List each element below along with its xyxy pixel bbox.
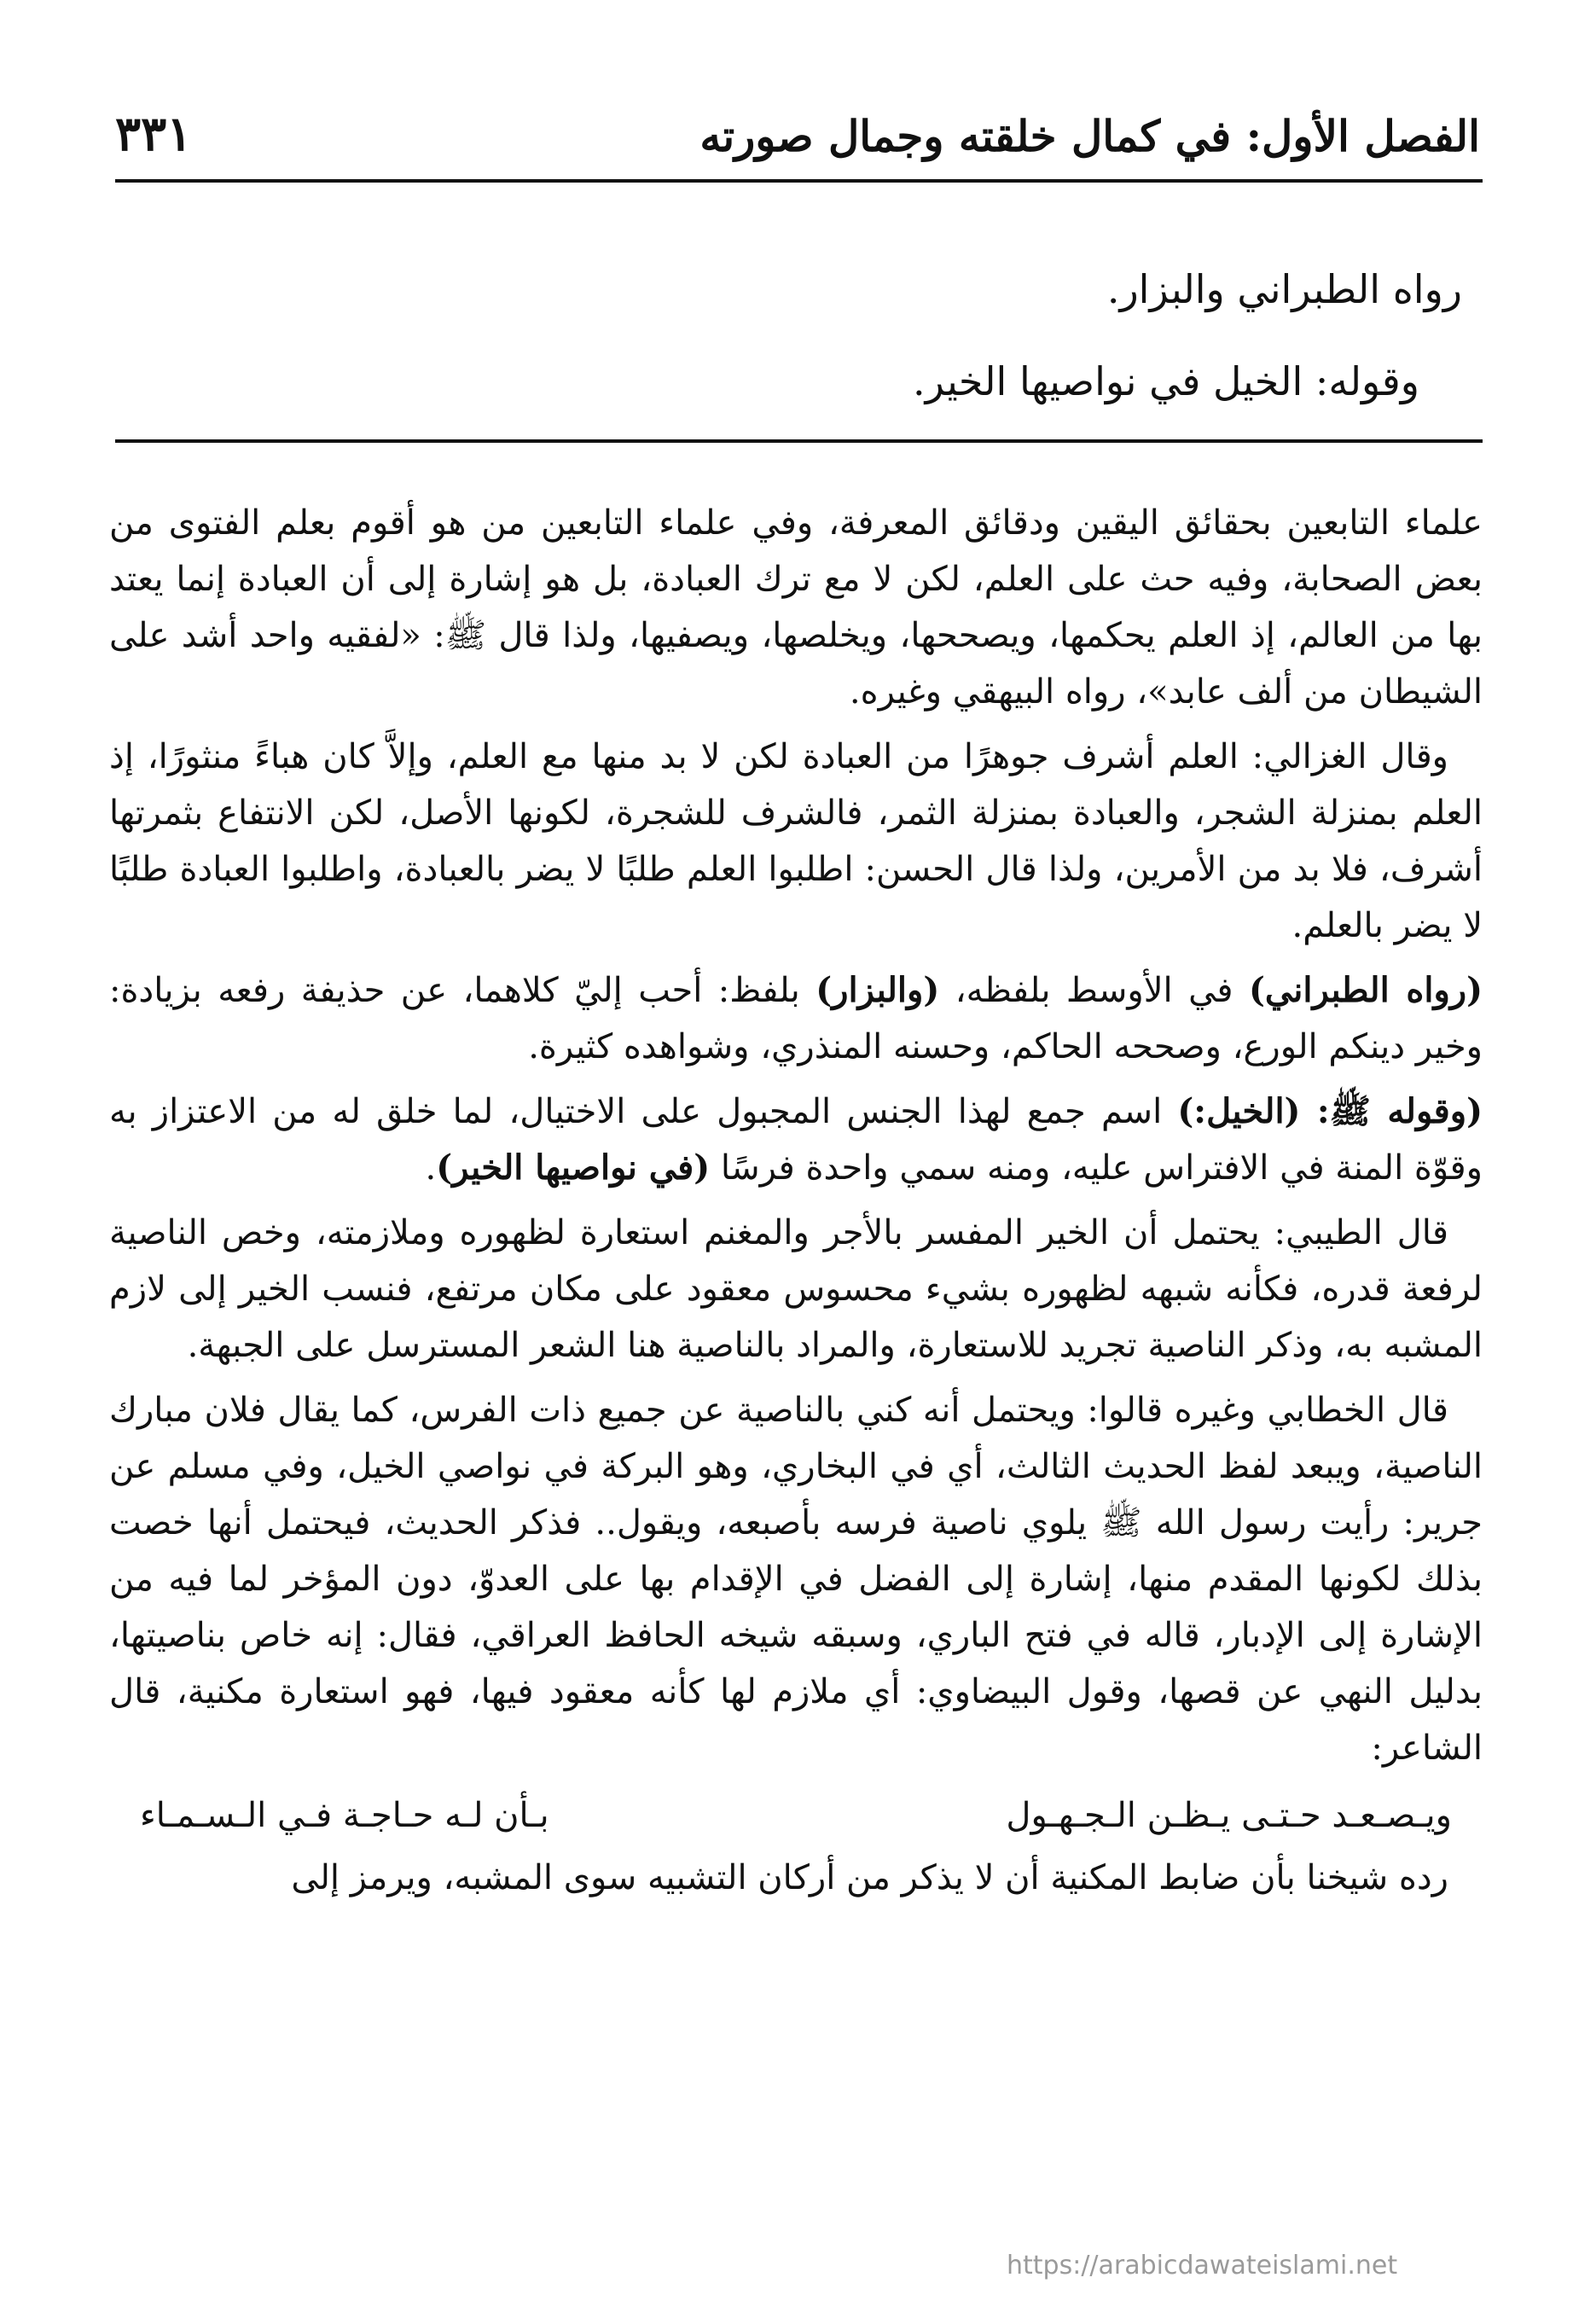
commentary-divider — [115, 439, 1483, 443]
commentary-paragraph: وقال الغزالي: العلم أشرف جوهرًا من العبادة لكن لا بد منها مع العلم، وإلاَّ كان هباءً منثورًا، إذ العلم بمنزلة الشجر، والعبادة بمنزلة الثمر، فالشرف للشجرة، لكونها الأصل، لكن الانتفاع بثمرتها أشرف، فلا بد من الأمرين، ولذا قال الحسن: اطلبوا العلم طلبًا لا يضر بالعبادة، واطلبوا العبادة طلبًا لا يضر بالعلم. — [109, 737, 1483, 945]
page-number: ٣٣١ — [115, 106, 193, 162]
poem-hemistich-right: ويـصـعـد حـتـى يـظـن الـجـهـول — [1006, 1796, 1452, 1835]
quoted-phrase: (وقوله ﷺ: (الخيل:) — [1177, 1091, 1483, 1131]
watermark-url: https://arabicdawateislami.net — [1007, 2251, 1398, 2280]
commentary-paragraph: قال الخطابي وغيره قالوا: ويحتمل أنه كني بالناصية عن جميع ذات الفرس، كما يقال فلان مبارك الناصية، ويبعد لفظ الحديث الثالث، أي في البخاري، وهو البركة في نواصي الخيل، وفي مسلم عن جرير: رأيت رسول الله ﷺ يلوي ناصية فرسه بأصبعه، ويقول.. فذكر الحديث، فيحتمل أنها خصت بذلك لكونها المقدم منها، إشارة إلى الفضل في الإقدام بها على العدوّ، دون المؤخر لما فيه من الإشارة إلى الإدبار، قاله في فتح الباري، وسبقه شيخه الحافظ العراقي، فقال: إنه خاص بناصيتها، بدليل النهي عن قصها، وقول البيضاوي: أي ملازم لها كأنه معقود فيها، فهو استعارة مكنية، قال الشاعر: — [109, 1391, 1483, 1768]
header-divider — [115, 179, 1483, 183]
main-text — [191, 243, 1462, 427]
main-text-line: وقوله: الخيل في نواصيها الخير. — [912, 358, 1419, 404]
main-text-line: رواه الطبراني والبزار. — [1106, 266, 1462, 312]
chapter-title: الفصل الأول: في كمال خلقته وجمال صورته — [699, 111, 1480, 161]
commentary — [109, 495, 1483, 1914]
poem-hemistich-left: بـأن لـه حـاجـة فـي الـسـمـاء — [140, 1796, 549, 1835]
paragraph-text: اسم جمع لهذا الجنس المجبول على الاختيال، لما خلق له من الاعتزاز به وقوّة المنة في الافتراس عليه، ومنه سمي واحدة فرسًا — [109, 1092, 1483, 1188]
commentary-paragraph: قال الطيبي: يحتمل أن الخير المفسر بالأجر والمغنم استعارة لظهوره وملازمته، وخص الناصية لرفعة قدره، فكأنه شبهه لظهوره بشيء محسوس معقود على مكان مرتفع، فنسب الخير إلى لازم المشبه به، وذكر الناصية تجريد للاستعارة، والمراد بالناصية هنا الشعر المسترسل على الجبهة. — [109, 1213, 1483, 1365]
commentary-paragraph — [109, 962, 1483, 1075]
paragraph-text: بلفظ: أحب إليّ كلاهما، عن حذيفة رفعه بزيادة: وخير دينكم الورع، وصححه الحاكم، وحسنه المنذري، وشواهده كثيرة. — [109, 971, 1483, 1066]
quoted-phrase: (في نواصيها الخير) — [436, 1147, 711, 1188]
quoted-phrase: (والبزار) — [816, 970, 940, 1010]
quoted-phrase: (رواه الطبراني) — [1248, 970, 1483, 1010]
paragraph-text: . — [425, 1148, 437, 1188]
commentary-paragraph: رده شيخنا بأن ضابط المكنية أن لا يذكر من أركان التشبيه سوى المشبه، ويرمز إلى — [291, 1858, 1448, 1897]
commentary-paragraph — [109, 1084, 1483, 1196]
page-header — [115, 94, 1480, 179]
poem-verse — [109, 1785, 1483, 1846]
paragraph-text: في الأوسط بلفظه، — [939, 971, 1249, 1010]
commentary-paragraph: علماء التابعين بحقائق اليقين ودقائق المعرفة، وفي علماء التابعين من هو أقوم بعلم الفتوى من بعض الصحابة، وفيه حث على العلم، لكن لا مع ترك العبادة، بل هو إشارة إلى أن العبادة إنما يعتد بها من العالم، إذ العلم يحكمها، ويصححها، ويخلصها، ويصفيها، ولذا قال ﷺ: «لفقيه واحد أشد على الشيطان من ألف عابد»، رواه البيهقي وغيره. — [109, 503, 1483, 712]
